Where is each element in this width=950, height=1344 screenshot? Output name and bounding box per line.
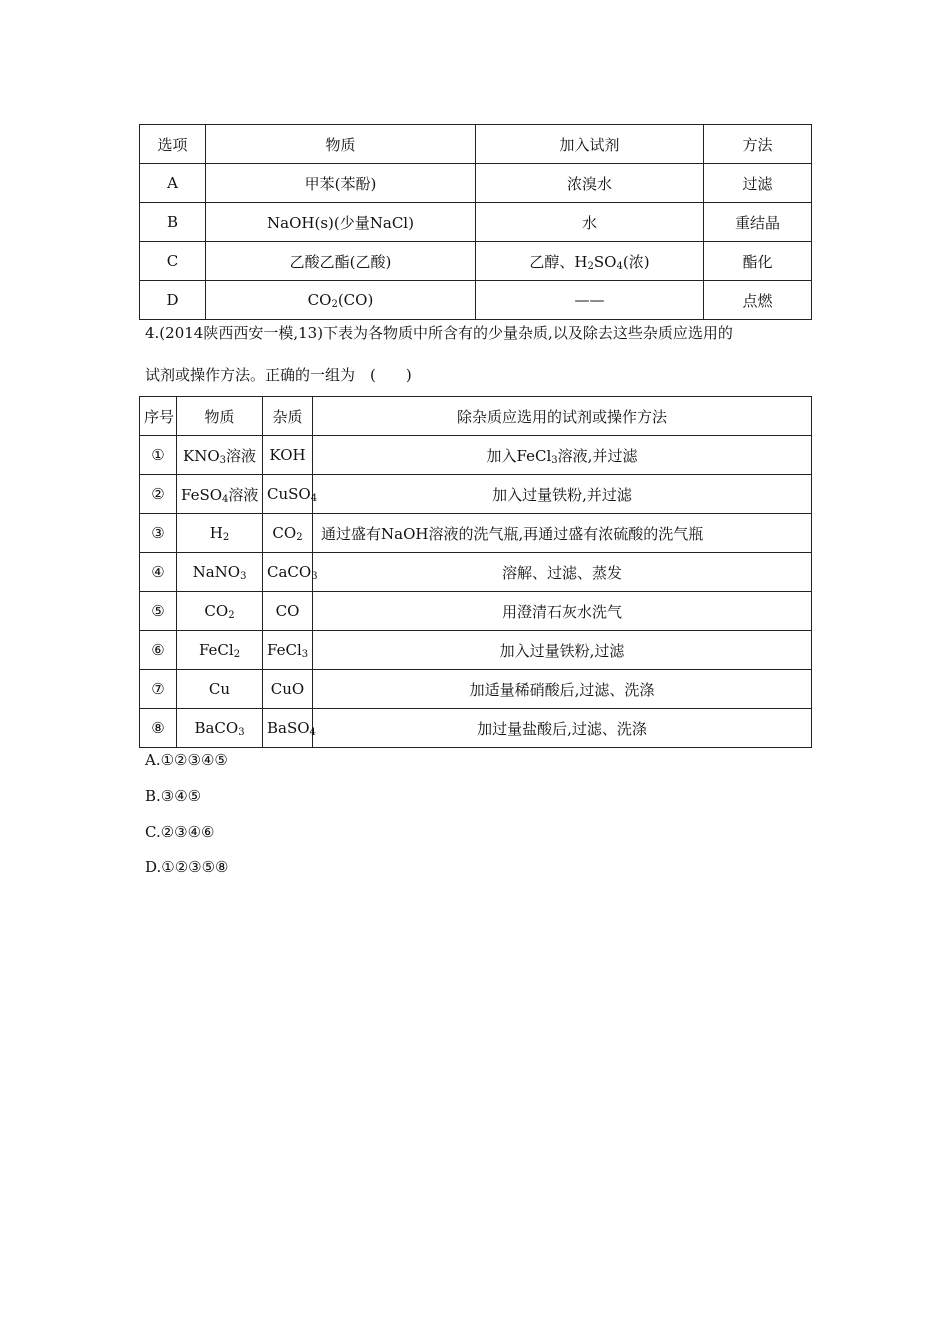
number-cell: ② [140, 475, 177, 514]
number-cell: ⑦ [140, 670, 177, 709]
substance-cell: BaCO$_3$ [177, 709, 263, 748]
substance-cell: $H_2$ [177, 514, 263, 553]
substance-cell: Cu [177, 670, 263, 709]
impurity-cell: CaCO$_3$ [263, 553, 313, 592]
reagent-cell: 水 [476, 203, 704, 242]
impurity-cell: CO [263, 592, 313, 631]
table-row [140, 592, 812, 631]
header-cell: 序号 [140, 397, 177, 436]
reagent-cell: 浓溴水 [476, 164, 704, 203]
header-cell: 方法 [704, 125, 812, 164]
table-row [140, 203, 812, 242]
substance-cell: NaOH(s)(少量NaCl) [206, 203, 476, 242]
header-cell: 除杂质应选用的试剂或操作方法 [313, 397, 812, 436]
substance-cell: 乙酸乙酯(乙酸) [206, 242, 476, 281]
method-cell: 点燃 [704, 281, 812, 320]
method-cell: 加入过量铁粉,并过滤 [313, 475, 812, 514]
impurity-cell: KOH [263, 436, 313, 475]
substance-cell: 甲苯(苯酚) [206, 164, 476, 203]
reagent-cell: —— [476, 281, 704, 320]
number-cell: ④ [140, 553, 177, 592]
impurity-cell: $CO_2$ [263, 514, 313, 553]
number-cell: ⑤ [140, 592, 177, 631]
impurity-cell: FeCl$_3$ [263, 631, 313, 670]
method-cell: 通过盛有NaOH溶液的洗气瓶,再通过盛有浓硫酸的洗气瓶 [313, 514, 812, 553]
header-cell: 物质 [206, 125, 476, 164]
table-row [140, 242, 812, 281]
table-row [140, 553, 812, 592]
table-row [140, 436, 812, 475]
table-header-row [140, 397, 812, 436]
table-row [140, 514, 812, 553]
table-row [140, 164, 812, 203]
number-cell: ① [140, 436, 177, 475]
option-a[interactable]: A.①②③④⑤ [145, 751, 228, 769]
question-line-2: 试剂或操作方法。正确的一组为 ( ) [145, 366, 412, 384]
method-cell: 加适量稀硝酸后,过滤、洗涤 [313, 670, 812, 709]
substance-cell: FeSO$_4$溶液 [177, 475, 263, 514]
number-cell: ⑥ [140, 631, 177, 670]
header-cell: 加入试剂 [476, 125, 704, 164]
option-cell: D [140, 281, 206, 320]
table-row [140, 709, 812, 748]
option-d[interactable]: D.①②③⑤⑧ [145, 858, 229, 876]
header-cell: 杂质 [263, 397, 313, 436]
option-c[interactable]: C.②③④⑥ [145, 823, 215, 841]
option-cell: C [140, 242, 206, 281]
purification-table-1 [139, 124, 812, 320]
impurity-removal-table [139, 396, 812, 748]
reagent-cell: 乙醇、$H_2SO_4$(浓) [476, 242, 704, 281]
table-row [140, 475, 812, 514]
method-cell: 加过量盐酸后,过滤、洗涤 [313, 709, 812, 748]
method-cell: 用澄清石灰水洗气 [313, 592, 812, 631]
number-cell: ③ [140, 514, 177, 553]
method-cell: 溶解、过滤、蒸发 [313, 553, 812, 592]
question-line-1: 4.(2014陕西西安一模,13)下表为各物质中所含有的少量杂质,以及除去这些杂质应选用的 [145, 324, 733, 342]
table-row [140, 281, 812, 320]
method-cell: 重结晶 [704, 203, 812, 242]
table-header-row [140, 125, 812, 164]
substance-cell: NaNO$_3$ [177, 553, 263, 592]
table-row [140, 631, 812, 670]
option-cell: B [140, 203, 206, 242]
substance-cell: $CO_2$ [177, 592, 263, 631]
impurity-cell: CuSO$_4$ [263, 475, 313, 514]
header-cell: 选项 [140, 125, 206, 164]
method-cell: 酯化 [704, 242, 812, 281]
table-row [140, 670, 812, 709]
impurity-cell: BaSO$_4$ [263, 709, 313, 748]
number-cell: ⑧ [140, 709, 177, 748]
method-cell: 加入过量铁粉,过滤 [313, 631, 812, 670]
option-b[interactable]: B.③④⑤ [145, 787, 202, 805]
substance-cell: $KNO_3$溶液 [177, 436, 263, 475]
header-cell: 物质 [177, 397, 263, 436]
method-cell: 过滤 [704, 164, 812, 203]
substance-cell: $CO_2(CO)$ [206, 281, 476, 320]
method-cell: 加入FeCl$_3$溶液,并过滤 [313, 436, 812, 475]
impurity-cell: CuO [263, 670, 313, 709]
option-cell: A [140, 164, 206, 203]
substance-cell: FeCl$_2$ [177, 631, 263, 670]
